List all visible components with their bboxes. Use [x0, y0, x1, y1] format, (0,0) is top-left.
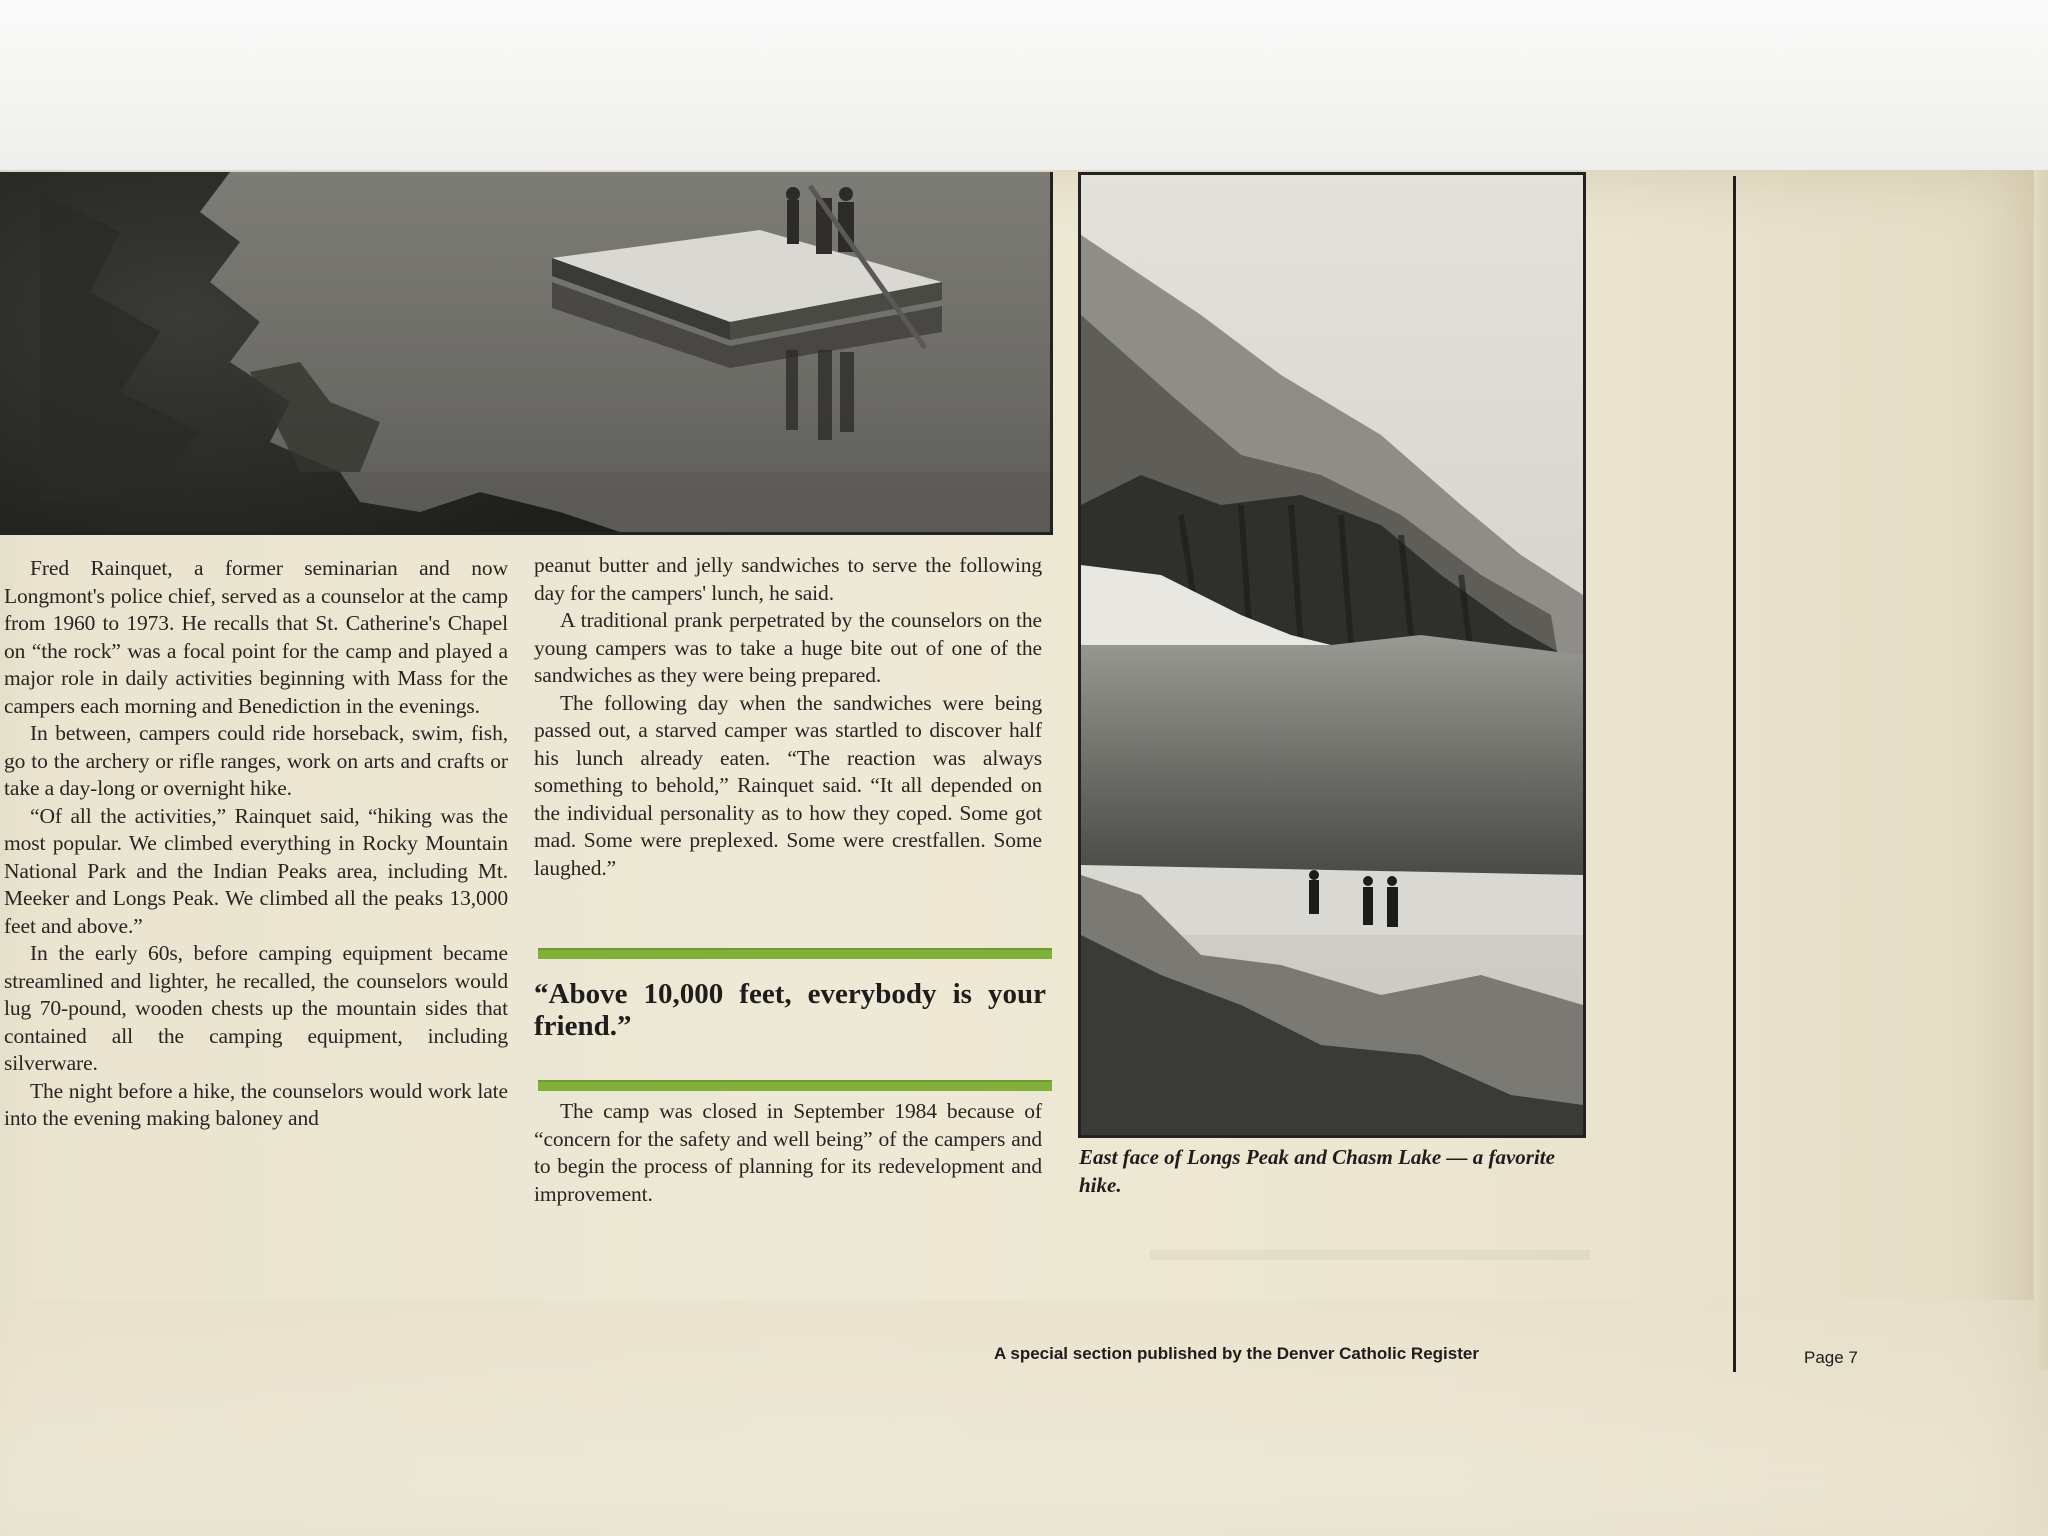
article-column-1	[4, 555, 508, 1133]
article-paragraph: In the early 60s, before camping equipment became streamlined and lighter, he recalled, the counselors would lug 70-pound, wooden chests up the mountain sides that contained all the camping equipment, including silverware.	[4, 941, 508, 1075]
bleed-through	[1150, 1250, 1590, 1260]
article-paragraph: Fred Rainquet, a former seminarian and now Longmont's police chief, served as a counselor at the camp from 1960 to 1973. He recalls that St. Catherine's Chapel on “the rock” was a focal point for the camp and played a major role in daily activities beginning with Mass for the campers each morning and Benediction in the evenings.	[4, 556, 508, 718]
paper-edge	[2034, 170, 2048, 1370]
article-paragraph: peanut butter and jelly sandwiches to serve the following day for the campers' lunch, he said.	[534, 553, 1042, 605]
article-paragraph: “Of all the activities,” Rainquet said, “hiking was the most popular. We climbed everything in Rocky Mountain National Park and the Indian Peaks area, including Mt. Meeker and Longs Peak. We climbed all the peaks 13,000 feet and above.”	[4, 803, 508, 938]
footer-credit: A special section published by the Denver Catholic Register	[994, 1344, 1479, 1363]
scanner-background	[0, 0, 2048, 172]
article-paragraph: A traditional prank perpetrated by the counselors on the young campers was to take a huge bite out of one of the sandwiches as they were being prepared.	[534, 608, 1042, 687]
raft-photo	[0, 172, 1053, 535]
article-paragraph: The night before a hike, the counselors would work late into the evening making baloney and	[4, 1078, 508, 1130]
column-divider	[1733, 176, 1736, 1372]
page-number: Page 7	[1804, 1348, 1858, 1367]
article-paragraph: The following day when the sandwiches were being passed out, a starved camper was startled to discover half his lunch already eaten. “The reaction was always something to behold,” Rainquet said. “It all depended on the individual personality as to how they coped. Some got mad. Some were preplexed. Some were crestfallen. Some laughed.”	[534, 690, 1042, 880]
pullquote-bottom-rule	[538, 1080, 1052, 1091]
longs-peak-photo-image	[1081, 175, 1583, 1135]
longs-peak-photo	[1078, 172, 1586, 1138]
article-column-2	[534, 552, 1042, 882]
pullquote: “Above 10,000 feet, everybody is your friend.”	[534, 978, 1046, 1042]
article-paragraph: The camp was closed in September 1984 because of “concern for the safety and well being” of the campers and to begin the process of planning for its redevelopment and improvement.	[534, 1099, 1042, 1206]
pullquote-top-rule	[538, 948, 1052, 959]
article-column-3	[534, 1098, 1042, 1208]
raft-photo-image	[0, 172, 1050, 532]
photo-caption: East face of Longs Peak and Chasm Lake — a favorite hike.	[1079, 1145, 1555, 1197]
article-paragraph: In between, campers could ride horseback, swim, fish, go to the archery or rifle ranges, work on arts and crafts or take a day-long or overnight hike.	[4, 721, 508, 800]
paper-shading	[0, 1300, 2048, 1536]
